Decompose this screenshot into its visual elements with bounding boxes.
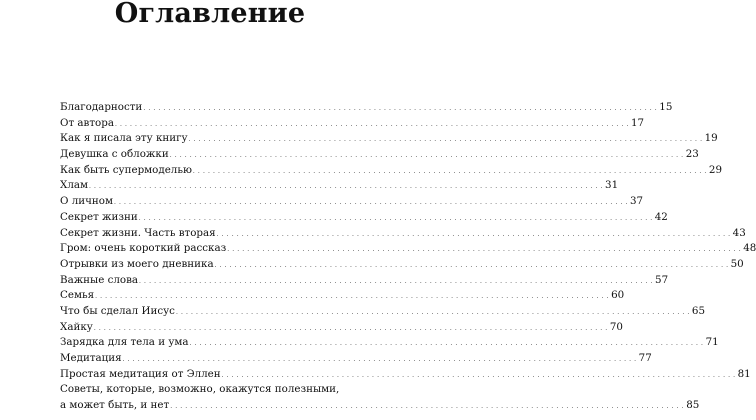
toc-entry-page: 85 [686,399,700,412]
toc-entry [60,116,645,132]
toc-entry [60,147,699,163]
toc-entry [60,194,644,210]
toc-entry-label-line1: Советы, которые, возможно, окажутся полезными, [60,383,340,396]
toc-entry-page: 29 [708,163,723,176]
toc-entry-page: 15 [659,101,673,113]
toc-entry [60,131,718,147]
toc-entry-label: Девушка с обложки [60,148,169,161]
toc-entry-label: Как я писала эту книгу [60,132,188,145]
dot-leader: . . . . . . . . . . . . . . . . . . . . . . . . . . . . . . . . . . . . . . . . . . . . . . . . . . . . . . . . . . . . . . . . . . . . . . . . . . . . . . . . . . . . . . . . . . . . . . . . . . . . . . . [93,324,608,332]
dot-leader: . . . . . . . . . . . . . . . . . . . . . . . . . . . . . . . . . . . . . . . . . . . . . . . . . . . . . . . . . . . . . . . . . . . . . . . . . . . . . . . . . . . . . . . . . . . . . . . . . . . . . . . [216,230,731,238]
dot-leader: . . . . . . . . . . . . . . . . . . . . . . . . . . . . . . . . . . . . . . . . . . . . . . . . . . . . . . . . . . . . . . . . . . . . . . . . . . . . . . . . . . . . . . . . . . . . . . . . . . . . . . . [95,293,610,301]
dot-leader: . . . . . . . . . . . . . . . . . . . . . . . . . . . . . . . . . . . . . . . . . . . . . . . . . . . . . . . . . . . . . . . . . . . . . . . . . . . . . . . . . . . . . . . . . . . . . . . . . . . . . . . [192,167,707,175]
toc-entry-label: Секрет жизни. Часть вторая [60,226,216,239]
toc-entry [60,304,706,320]
toc-entry [60,163,723,179]
toc-entry-label: Как быть супермоделью [60,163,192,176]
toc-entry [60,367,751,383]
toc-entry [60,178,619,194]
toc-entry-label: Хайку [60,320,93,333]
dot-leader: . . . . . . . . . . . . . . . . . . . . . . . . . . . . . . . . . . . . . . . . . . . . . . . . . . . . . . . . . . . . . . . . . . . . . . . . . . . . . . . . . . . . . . . . . . . . . . . . . . . . . . . [189,340,704,348]
toc-entry-label: Благодарности [60,101,143,113]
toc-entry [60,100,673,116]
dot-leader: . . . . . . . . . . . . . . . . . . . . . . . . . . . . . . . . . . . . . . . . . . . . . . . . . . . . . . . . . . . . . . . . . . . . . . . . . . . . . . . . . . . . . . . . . . . . . . . . . . . . . . . [138,214,653,222]
toc-entry-page: 70 [609,320,623,333]
dot-leader: . . . . . . . . . . . . . . . . . . . . . . . . . . . . . . . . . . . . . . . . . . . . . . . . . . . . . . . . . . . . . . . . . . . . . . . . . . . . . . . . . . . . . . . . . . . . . . . . . . . . . . . [175,308,690,316]
toc-entry-label: О личном [60,195,113,208]
toc-entry-label: Важные слова [60,273,139,286]
toc-entry [60,320,623,336]
toc-entry-label: Отрывки из моего дневника [60,257,214,270]
toc-entry-label: Медитация [60,352,122,364]
dot-leader: . . . . . . . . . . . . . . . . . . . . . . . . . . . . . . . . . . . . . . . . . . . . . . . . . . . . . . . . . . . . . . . . . . . . . . . . . . . . . . . . . . . . . . . . . . . . . . . . . . . . . . . [221,371,736,379]
toc-entry-label: Гром: очень короткий рассказ [60,242,227,255]
toc-entry [60,382,700,413]
toc-entry-page: 48 [743,242,756,255]
toc-entry-label: Семья [60,289,95,302]
table-of-contents [60,100,756,414]
page-title: Оглавление [114,0,306,29]
toc-entry-page: 43 [732,226,746,239]
dot-leader: . . . . . . . . . . . . . . . . . . . . . . . . . . . . . . . . . . . . . . . . . . . . . . . . . . . . . . . . . . . . . . . . . . . . . . . . . . . . . . . . . . . . . . . . . . . . . . . . . . . . . . . [169,152,684,160]
toc-entry-page: 19 [704,132,718,145]
toc-entry-page: 37 [629,195,644,208]
dot-leader: . . . . . . . . . . . . . . . . . . . . . . . . . . . . . . . . . . . . . . . . . . . . . . . . . . . . . . . . . . . . . . . . . . . . . . . . . . . . . . . . . . . . . . . . . . . . . . . . . . . . . . . [214,261,729,269]
toc-entry-page: 81 [737,367,751,380]
toc-entry-page: 50 [730,257,744,270]
dot-leader: . . . . . . . . . . . . . . . . . . . . . . . . . . . . . . . . . . . . . . . . . . . . . . . . . . . . . . . . . . . . . . . . . . . . . . . . . . . . . . . . . . . . . . . . . . . . . . . . . . . . . . . [114,199,628,207]
toc-entry-page: 31 [605,179,619,192]
toc-entry-label: Секрет жизни [60,210,138,223]
dot-leader: . . . . . . . . . . . . . . . . . . . . . . . . . . . . . . . . . . . . . . . . . . . . . . . . . . . . . . . . . . . . . . . . . . . . . . . . . . . . . . . . . . . . . . . . . . . . . . . . . . . . . . . [143,105,658,112]
toc-entry-label-line2: а может быть, и нет [60,399,170,412]
toc-entry-page: 60 [611,289,625,302]
toc-entry-page: 23 [685,148,699,161]
dot-leader: . . . . . . . . . . . . . . . . . . . . . . . . . . . . . . . . . . . . . . . . . . . . . . . . . . . . . . . . . . . . . . . . . . . . . . . . . . . . . . . . . . . . . . . . . . . . . . . . . . . . . . . [122,356,637,363]
toc-entry-page: 57 [655,273,669,286]
toc-entry-page: 17 [630,116,645,129]
dot-leader: . . . . . . . . . . . . . . . . . . . . . . . . . . . . . . . . . . . . . . . . . . . . . . . . . . . . . . . . . . . . . . . . . . . . . . . . . . . . . . . . . . . . . . . . . . . . . . . . . . . . . . . [114,120,629,128]
dot-leader: . . . . . . . . . . . . . . . . . . . . . . . . . . . . . . . . . . . . . . . . . . . . . . . . . . . . . . . . . . . . . . . . . . . . . . . . . . . . . . . . . . . . . . . . . . . . . . . . . . . . . . . [227,246,742,254]
toc-entry [60,288,625,304]
toc-entry-label: Что бы сделал Иисус [60,304,175,317]
toc-entry [60,226,746,242]
dot-leader: . . . . . . . . . . . . . . . . . . . . . . . . . . . . . . . . . . . . . . . . . . . . . . . . . . . . . . . . . . . . . . . . . . . . . . . . . . . . . . . . . . . . . . . . . . . . . . . . . . . . . . . [89,183,604,191]
toc-entry-page: 71 [705,336,719,349]
toc-entry [60,351,652,367]
toc-entry [60,273,669,289]
toc-entry-page: 77 [638,352,652,364]
dot-leader: . . . . . . . . . . . . . . . . . . . . . . . . . . . . . . . . . . . . . . . . . . . . . . . . . . . . . . . . . . . . . . . . . . . . . . . . . . . . . . . . . . . . . . . . . . . . . . . . . . . . . . . [188,136,703,144]
toc-entry-page: 42 [654,210,668,223]
toc-entry-label: Хлам [60,179,89,192]
dot-leader: . . . . . . . . . . . . . . . . . . . . . . . . . . . . . . . . . . . . . . . . . . . . . . . . . . . . . . . . . . . . . . . . . . . . . . . . . . . . . . . . . . . . . . . . . . . . . . . . . . . . . . . [170,403,685,411]
toc-entry [60,210,668,226]
toc-entry [60,257,744,273]
toc-entry-page: 65 [691,304,706,317]
toc-entry [60,335,719,351]
toc-entry-label: От автора [60,116,114,129]
toc-entry [60,241,756,257]
toc-entry-label: Зарядка для тела и ума [60,336,189,349]
toc-entry-label: Простая медитация от Эллен [60,367,221,380]
dot-leader: . . . . . . . . . . . . . . . . . . . . . . . . . . . . . . . . . . . . . . . . . . . . . . . . . . . . . . . . . . . . . . . . . . . . . . . . . . . . . . . . . . . . . . . . . . . . . . . . . . . . . . . [139,277,654,285]
